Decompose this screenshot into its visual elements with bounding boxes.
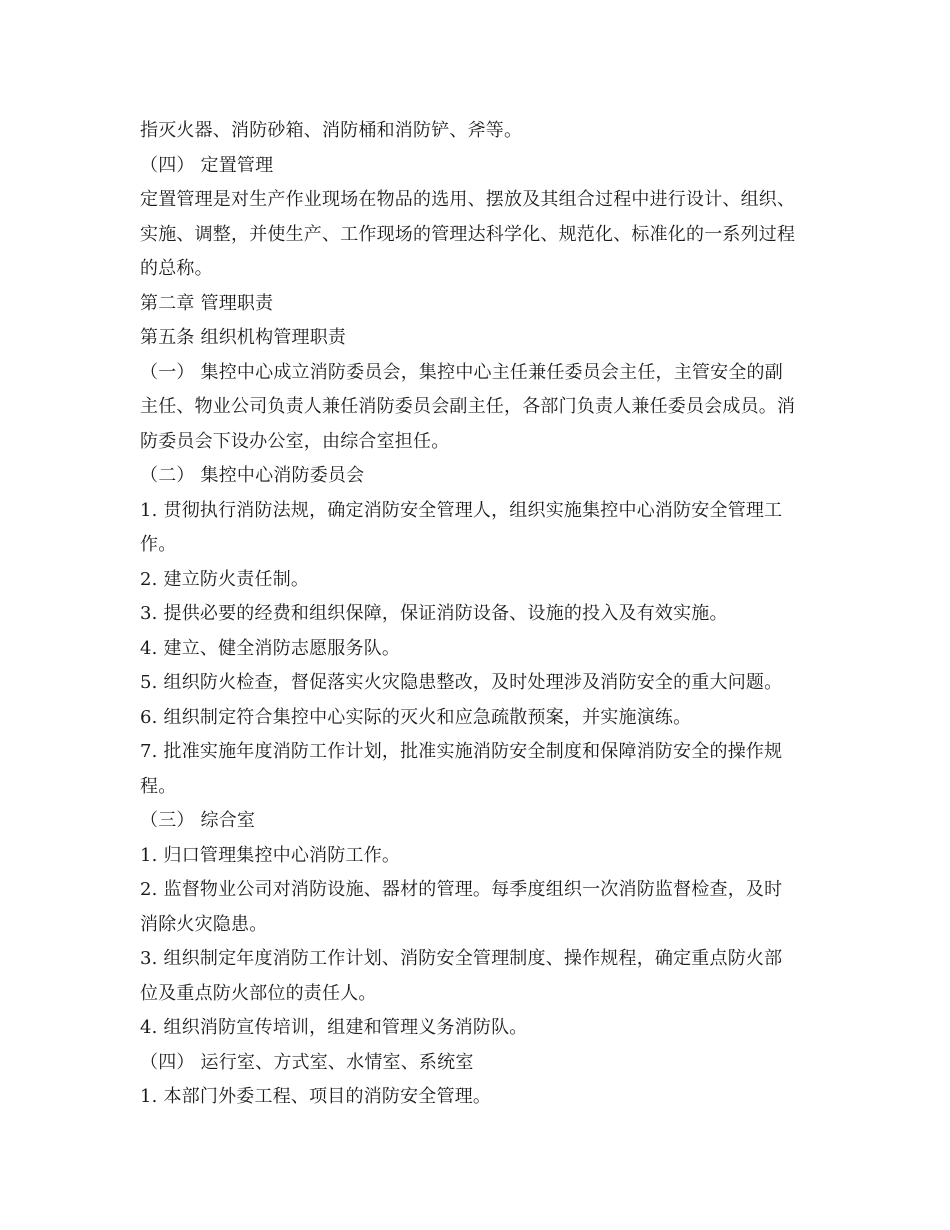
list-item: 3. 提供必要的经费和组织保障，保证消防设备、设施的投入及有效实施。	[140, 603, 728, 624]
text-line: 的总称。	[140, 258, 213, 279]
list-item: 7. 批准实施年度消防工作计划，批准实施消防安全制度和保障消防安全的操作规	[140, 741, 783, 762]
article-heading: 第五条 组织机构管理职责	[140, 327, 347, 348]
list-item: 5. 组织防火检查，督促落实火灾隐患整改，及时处理涉及消防安全的重大问题。	[140, 672, 783, 693]
text-line: 定置管理是对生产作业现场在物品的选用、摆放及其组合过程中进行设计、组织、	[140, 189, 796, 210]
list-item: 6. 组织制定符合集控中心实际的灭火和应急疏散预案，并实施演练。	[140, 706, 692, 728]
list-item-continuation: 程。	[140, 775, 177, 797]
text-line: 指灭火器、消防砂箱、消防桶和消防铲、斧等。	[140, 120, 523, 141]
text-line: 实施、调整，并使生产、工作现场的管理达科学化、规范化、标准化的一系列过程	[140, 223, 796, 245]
list-item-continuation: 位及重点防火部位的责任人。	[140, 982, 377, 1004]
list-item: 3. 组织制定年度消防工作计划、消防安全管理制度、操作规程，确定重点防火部	[140, 948, 783, 969]
list-item: 4. 组织消防宣传培训，组建和管理义务消防队。	[140, 1017, 528, 1038]
list-item-continuation: 消除火灾隐患。	[140, 913, 268, 935]
text-line: （一） 集控中心成立消防委员会，集控中心主任兼任委员会主任，主管安全的副	[140, 361, 783, 383]
section-heading: （四） 定置管理	[140, 154, 274, 176]
list-item: 1. 贯彻执行消防法规，确定消防安全管理人，组织实施集控中心消防安全管理工	[140, 499, 783, 521]
list-item: 1. 归口管理集控中心消防工作。	[140, 844, 401, 866]
document-body	[140, 114, 815, 1115]
list-item: 2. 监督物业公司对消防设施、器材的管理。每季度组织一次消防监督检查，及时	[140, 879, 783, 900]
list-item: 2. 建立防火责任制。	[140, 568, 310, 590]
text-line: 防委员会下设办公室，由综合室担任。	[140, 430, 450, 452]
section-heading: （四） 运行室、方式室、水情室、系统室	[140, 1051, 474, 1073]
chapter-heading: 第二章 管理职责	[140, 292, 274, 314]
text-line: 主任、物业公司负责人兼任消防委员会副主任，各部门负责人兼任委员会成员。消	[140, 396, 796, 417]
list-item-continuation: 作。	[140, 534, 177, 555]
list-item: 1. 本部门外委工程、项目的消防安全管理。	[140, 1086, 492, 1107]
section-heading: （二） 集控中心消防委员会	[140, 465, 365, 486]
section-heading: （三） 综合室	[140, 810, 256, 831]
list-item: 4. 建立、健全消防志愿服务队。	[140, 637, 401, 659]
